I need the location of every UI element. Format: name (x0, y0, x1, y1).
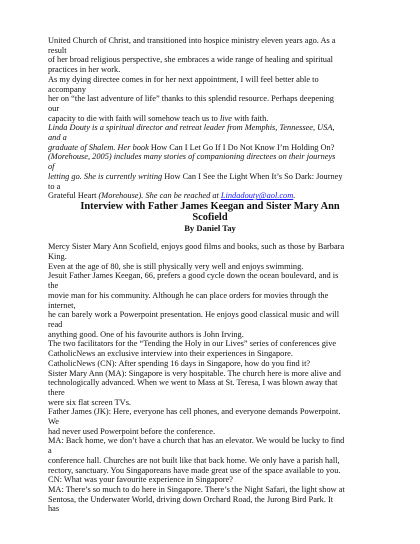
body-text-line: had never used Powerpoint before the conference. (48, 426, 216, 436)
article-title-continued: Scofield (192, 212, 228, 224)
body-text-line: CN: What was your favourite experience in Singapore? (48, 475, 233, 485)
text-run: letting go. She is currently writing (48, 171, 165, 181)
author-note-line: to a (48, 181, 61, 191)
body-text-line: King. (48, 252, 67, 262)
body-text-line: MA: Back home, we don’t have a church that has an elevator. We would be lucky to find (48, 436, 345, 446)
author-note-line (48, 143, 390, 153)
text-line (48, 114, 390, 124)
text-line: of her broad religious perspective, she embraces a wide range of healing and spiritual (48, 55, 333, 65)
author-note-line: and a (48, 133, 67, 143)
text-run: graduate of Shalem. (48, 142, 118, 152)
text-line: United Church of Christ, and transitioned into hospice ministry eleven years ago. As a (48, 36, 336, 45)
author-note-line (48, 191, 390, 201)
body-text-line: internet, (48, 300, 76, 310)
body-text-line: We (48, 417, 59, 427)
book-title: How Can I See the Light When It’s So Dark: Journey (164, 171, 343, 181)
body-text-line: movie man for his community. Although he can place orders for movies through the (48, 290, 329, 300)
text-run: (Morehouse). She can be reached at (96, 191, 221, 201)
article-byline: By Daniel Tay (184, 223, 236, 234)
text-run: capacity to die with faith will somehow teach us to (48, 113, 220, 123)
article-title: Interview with Father James Keegan and Sister Mary Ann (80, 200, 340, 212)
text-line: accompany (48, 84, 86, 94)
author-note-line: of (48, 162, 55, 172)
text-run: with faith. (231, 113, 269, 123)
book-title: Grateful Heart (48, 191, 97, 201)
body-text-line: anything good. One of his favourite authors is John Irving. (48, 329, 244, 339)
body-text-line: has (48, 504, 60, 514)
body-text-line: Sentosa, the Underwater World, driving down Orchard Road, the Jurong Bird Park. It (48, 494, 334, 504)
emphasis-text: live (219, 113, 232, 123)
body-text-line: CatholicNews (CN): After spending 16 days in Singapore, how do you find it? (48, 358, 311, 368)
body-text-line: Father James (JK): Here, everyone has cell phones, and everyone demands Powerpoint. (48, 407, 341, 417)
author-note-line: Linda Douty is a spiritual director and retreat leader from Memphis, Tennessee, USA, (48, 123, 335, 133)
spacer (48, 233, 390, 242)
text-line: As my dying directee comes in for her next appointment, I will feel better able to (48, 74, 319, 84)
body-text-line: Mercy Sister Mary Ann Scofield, enjoys good films and books, such as those by Barbara (48, 242, 345, 252)
text-line: result (48, 45, 67, 55)
body-text-line: the (48, 281, 59, 291)
body-text-line: technologically advanced. When we went to Mass at St. Teresa, I was blown away that (48, 378, 338, 388)
article-body (48, 242, 390, 514)
body-text-line: Even at the age of 80, she is still physically very well and enjoys swimming. (48, 261, 304, 271)
book-title: How Can I Let Go If I Do Not Know I’m Holding On? (150, 142, 335, 152)
body-text-line: read (48, 319, 63, 329)
author-note-line: (Morehouse, 2005) includes many stories of companioning directees on their journeys (48, 152, 336, 162)
body-text-line: a (48, 446, 52, 456)
text-line: practices in her work. (48, 65, 121, 75)
body-text-line: were six flat screen TVs. (48, 397, 132, 407)
body-text-line: conference hall. Churches are not built like that back home. We only have a parish hall, (48, 455, 340, 465)
text-run: Her book (117, 142, 151, 152)
body-text-line: CatholicNews an exclusive interview into their experiences in Singapore. (48, 349, 293, 359)
author-note-line (48, 172, 390, 182)
article-header (48, 201, 390, 233)
body-text-line: Sister Mary Ann (MA): Singapore is very hospitable. The church here is more alive and (48, 368, 341, 378)
intro-section (48, 36, 390, 201)
body-text-line: rectory, sanctuary. You Singaporeans have made great use of the space available to you. (48, 465, 341, 475)
body-text-line: there (48, 387, 65, 397)
body-text-line: MA: There’s so much to do here in Singapore. There’s the Night Safari, the light show at (48, 484, 345, 494)
text-line: our (48, 103, 60, 113)
email-link[interactable]: Lindadouty@aol.com (220, 191, 294, 201)
body-text-line: The two facilitators for the “Tending the Holy in our Lives” series of conferences give (48, 339, 337, 349)
body-text-line: he can barely work a Powerpoint presentation. He enjoys good classical music and will (48, 310, 340, 320)
text-run: . (293, 191, 296, 201)
text-line: her on “the last adventure of life” thanks to this splendid resource. Perhaps deepening (48, 94, 334, 104)
body-text-line: Jesuit Father James Keegan, 66, prefers a good cycle down the ocean boulevard, and is (48, 271, 339, 281)
